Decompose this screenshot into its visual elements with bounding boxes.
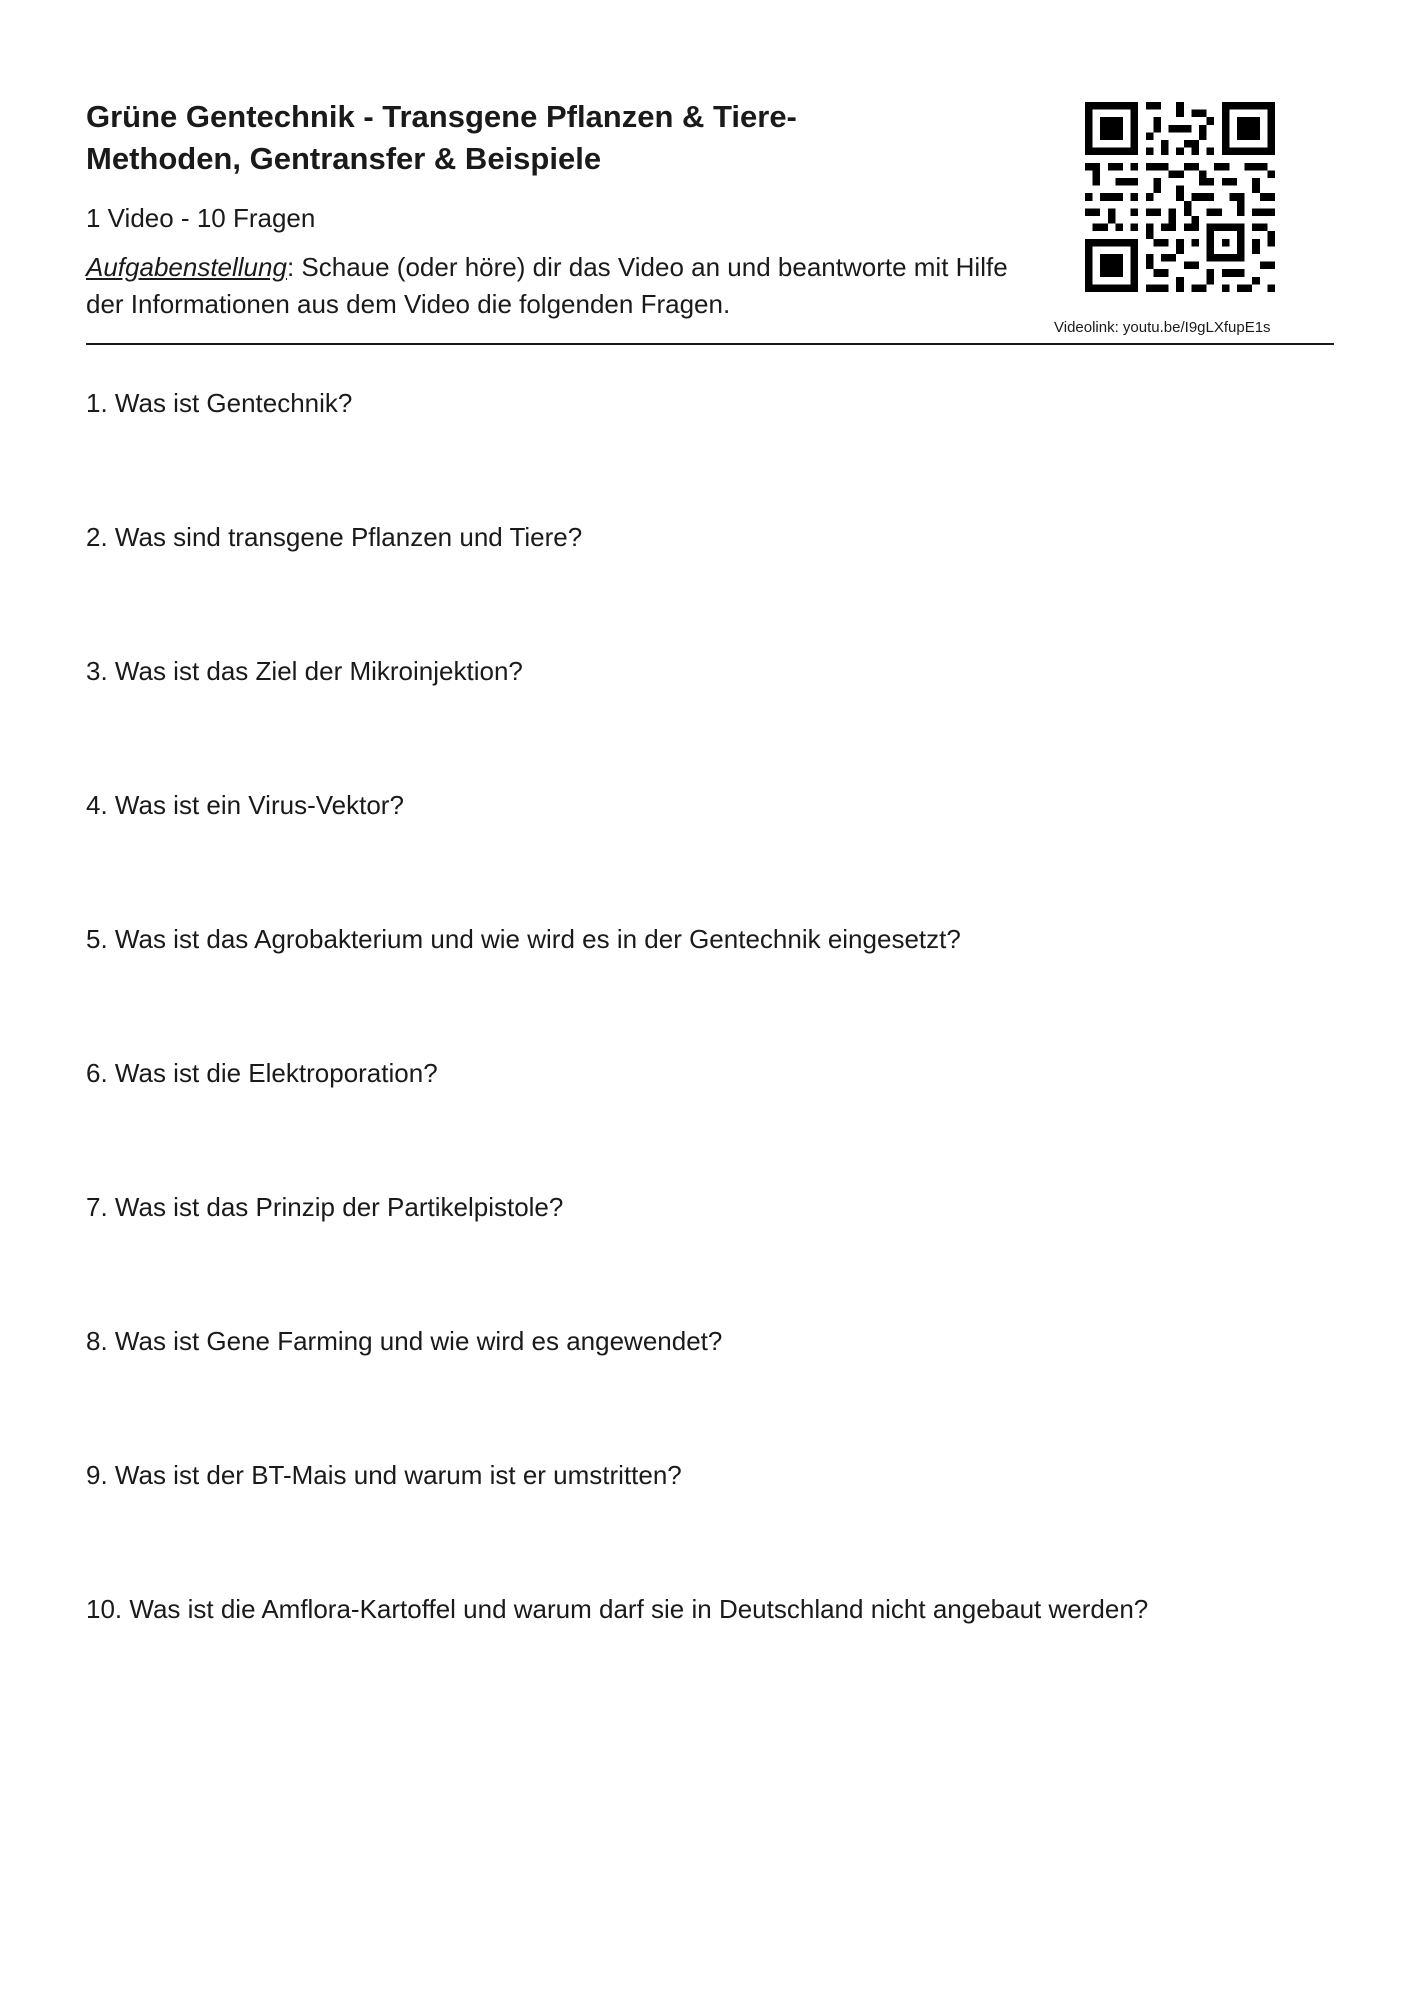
question-item: 5. Was ist das Agrobakterium und wie wird es in der Gentechnik eingesetzt? (86, 924, 961, 954)
question-item: 4. Was ist ein Virus-Vektor? (86, 790, 404, 820)
question-item: 10. Was ist die Amflora-Kartoffel und warum darf sie in Deutschland nicht angebaut werden? (86, 1594, 1149, 1624)
header-divider (86, 343, 1334, 345)
question-item: 1. Was ist Gentechnik? (86, 388, 353, 418)
task-label: Aufgabenstellung (86, 252, 287, 282)
question-item: 6. Was ist die Elektroporation? (86, 1058, 438, 1088)
qr-code-icon (1085, 102, 1275, 292)
task-instructions (86, 249, 1036, 323)
question-item: 3. Was ist das Ziel der Mikroinjektion? (86, 656, 523, 686)
question-list (86, 386, 1336, 1726)
question-item: 9. Was ist der BT-Mais und warum ist er umstritten? (86, 1460, 682, 1490)
task-text: : Schaue (oder höre) dir das Video an und beantworte mit Hilfe der Informationen aus dem Video die folgenden Fragen. (86, 252, 1008, 319)
question-item: 8. Was ist Gene Farming und wie wird es angewendet? (86, 1326, 723, 1356)
video-link[interactable]: Videolink: youtu.be/I9gLXfupE1s (1054, 319, 1271, 336)
worksheet-header (86, 96, 1336, 346)
page-title: Grüne Gentechnik - Transgene Pflanzen & Tiere- Methoden, Gentransfer & Beispiele (86, 99, 797, 176)
subtitle: 1 Video - 10 Fragen (86, 203, 316, 233)
question-item: 7. Was ist das Prinzip der Partikelpistole? (86, 1192, 564, 1222)
question-item: 2. Was sind transgene Pflanzen und Tiere? (86, 522, 583, 552)
